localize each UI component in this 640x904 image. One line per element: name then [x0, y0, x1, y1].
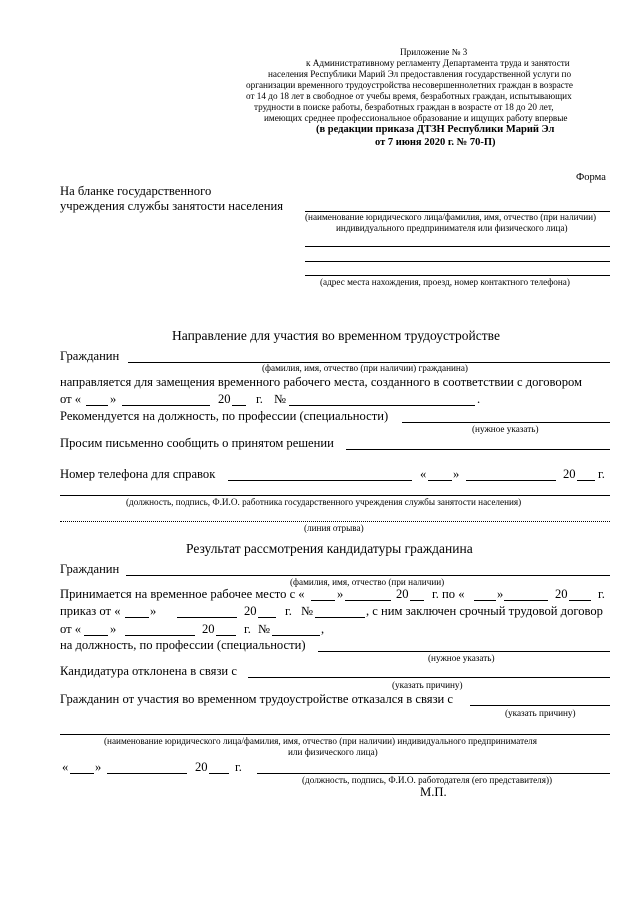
month-field[interactable]: [345, 600, 391, 601]
org-line[interactable]: [305, 246, 610, 247]
year-prefix: 20: [202, 622, 215, 636]
year-suffix: г.: [598, 587, 605, 601]
refused-text: Гражданин от участия во временном трудоустройстве отказался в связи с: [60, 692, 454, 706]
citizen-label: Гражданин: [60, 562, 120, 576]
result-title: Результат рассмотрения кандидатуры гражданина: [186, 541, 473, 556]
appendix-line: к Административному регламенту Департамента труда и занятости: [306, 58, 570, 68]
year-prefix: 20: [396, 587, 409, 601]
month-field[interactable]: [177, 617, 237, 618]
signature-caption: (должность, подпись, Ф.И.О. работника государственного учреждения службы занятости населения): [126, 497, 522, 507]
citizen-caption: (фамилия, имя, отчество (при наличии) гражданина): [262, 363, 468, 373]
directed-text: направляется для замещения временного рабочего места, созданного в соответствии с договором: [60, 375, 583, 389]
period: .: [477, 392, 481, 406]
day-field[interactable]: [70, 773, 94, 774]
reason-caption: (указать причину): [505, 708, 576, 718]
year-prefix: 20: [195, 760, 208, 774]
position-text: на должность, по профессии (специальности): [60, 638, 306, 652]
signature-line[interactable]: [60, 495, 610, 496]
position-field[interactable]: [402, 422, 610, 423]
year-suffix: г.: [598, 467, 605, 481]
phone-label: Номер телефона для справок: [60, 467, 216, 481]
citizen-caption: (фамилия, имя, отчество (при наличии): [290, 577, 445, 587]
form-label: Форма: [576, 172, 606, 183]
decision-field[interactable]: [346, 449, 610, 450]
ask-text: Просим письменно сообщить о принятом решении: [60, 436, 334, 450]
order-contract-text: , с ним заключен срочный трудовой договор: [366, 604, 603, 618]
year-prefix: 20: [555, 587, 568, 601]
accepted-to: г. по «: [432, 587, 465, 601]
quote-close: »: [110, 622, 117, 636]
appendix-line: населения Республики Марий Эл предоставления государственной услуги по: [268, 69, 572, 79]
quote-close: »: [497, 587, 504, 601]
year-prefix: 20: [563, 467, 576, 481]
comma: ,: [321, 622, 325, 636]
employer-caption: или физического лица): [288, 747, 378, 757]
month-field[interactable]: [125, 635, 195, 636]
day-field[interactable]: [84, 635, 108, 636]
quote-close: »: [110, 392, 117, 406]
rejected-text: Кандидатура отклонена в связи с: [60, 664, 237, 678]
from-open: от «: [60, 622, 82, 636]
appendix-line: имеющих среднее профессиональное образование и ищущих работу впервые: [264, 113, 568, 123]
quote-close: »: [95, 760, 102, 774]
year-suffix: г.: [244, 622, 251, 636]
tear-caption: (линия отрыва): [304, 523, 364, 533]
day-field[interactable]: [86, 405, 108, 406]
year-suffix: г.: [285, 604, 292, 618]
employer-caption: (наименование юридического лица/фамилия, имя, отчество (при наличии) индивидуального предпринимателя: [104, 736, 537, 746]
month-field[interactable]: [122, 405, 210, 406]
quote-close: »: [150, 604, 157, 618]
employer-signature-caption: (должность, подпись, Ф.И.О. работодателя (его представителя)): [302, 775, 553, 785]
year-field[interactable]: [232, 405, 246, 406]
quote-close: »: [453, 467, 460, 481]
org-line[interactable]: [305, 261, 610, 262]
address-line[interactable]: [305, 275, 610, 276]
day-field[interactable]: [311, 600, 335, 601]
appendix-line: трудности в поиске работы, безработных граждан в возрасте от 18 до 20 лет,: [254, 102, 554, 112]
day-field[interactable]: [474, 600, 496, 601]
from-open: от «: [60, 392, 82, 406]
reason-caption: (указать причину): [392, 680, 463, 690]
citizen-label: Гражданин: [60, 349, 120, 363]
year-prefix: 20: [244, 604, 257, 618]
month-field[interactable]: [466, 480, 556, 481]
contract-number-field[interactable]: [272, 635, 320, 636]
recommended-text: Рекомендуется на должность, по профессии (специальности): [60, 409, 389, 423]
rejection-reason-field[interactable]: [248, 677, 610, 678]
day-field[interactable]: [125, 617, 149, 618]
year-suffix: г.: [235, 760, 242, 774]
appendix-number: Приложение № 3: [400, 47, 468, 57]
month-field[interactable]: [107, 773, 187, 774]
year-field[interactable]: [209, 773, 229, 774]
number-sign: №: [274, 392, 287, 406]
year-field[interactable]: [569, 600, 591, 601]
edition-line: (в редакции приказа ДТЗН Республики Марий Эл: [316, 124, 555, 135]
edition-line: от 7 июня 2020 г. № 70-П): [375, 137, 496, 148]
quote-open: «: [420, 467, 427, 481]
refusal-reason-field[interactable]: [470, 705, 610, 706]
day-field[interactable]: [428, 480, 452, 481]
position-field[interactable]: [318, 651, 610, 652]
employer-signature-line[interactable]: [257, 773, 610, 774]
contract-number-field[interactable]: [289, 405, 475, 406]
month-field[interactable]: [504, 600, 548, 601]
year-field[interactable]: [216, 635, 236, 636]
stamp-label: М.П.: [420, 785, 447, 799]
year-field[interactable]: [410, 600, 424, 601]
blank-note: учреждения службы занятости населения: [60, 199, 284, 213]
org-caption: индивидуального предпринимателя или физического лица): [336, 223, 568, 233]
address-caption: (адрес места нахождения, проезд, номер контактного телефона): [320, 277, 570, 287]
year-prefix: 20: [218, 392, 231, 406]
appendix-line: от 14 до 18 лет в свободное от учебы время, безработных граждан, испытывающих: [246, 91, 572, 101]
number-sign: №: [258, 622, 271, 636]
blank-note: На бланке государственного: [60, 184, 212, 198]
year-suffix: г.: [256, 392, 263, 406]
number-sign: №: [301, 604, 314, 618]
order-number-field[interactable]: [315, 617, 365, 618]
phone-field[interactable]: [228, 480, 412, 481]
accepted-text: Принимается на временное рабочее место с «: [60, 587, 305, 601]
employer-name-line[interactable]: [60, 734, 610, 735]
tear-line: [60, 521, 610, 522]
year-field[interactable]: [258, 617, 276, 618]
indicate-caption: (нужное указать): [472, 424, 539, 434]
quote-close: »: [337, 587, 344, 601]
org-caption: (наименование юридического лица/фамилия, имя, отчество (при наличии): [305, 212, 597, 222]
order-from: приказ от «: [60, 604, 121, 618]
year-field[interactable]: [577, 480, 595, 481]
indicate-caption: (нужное указать): [428, 653, 495, 663]
quote-open: «: [62, 760, 69, 774]
citizen-name-field[interactable]: [126, 575, 610, 576]
appendix-line: организации временного трудоустройства несовершеннолетних граждан в возрасте: [246, 80, 573, 90]
referral-title: Направление для участия во временном трудоустройстве: [172, 328, 500, 343]
